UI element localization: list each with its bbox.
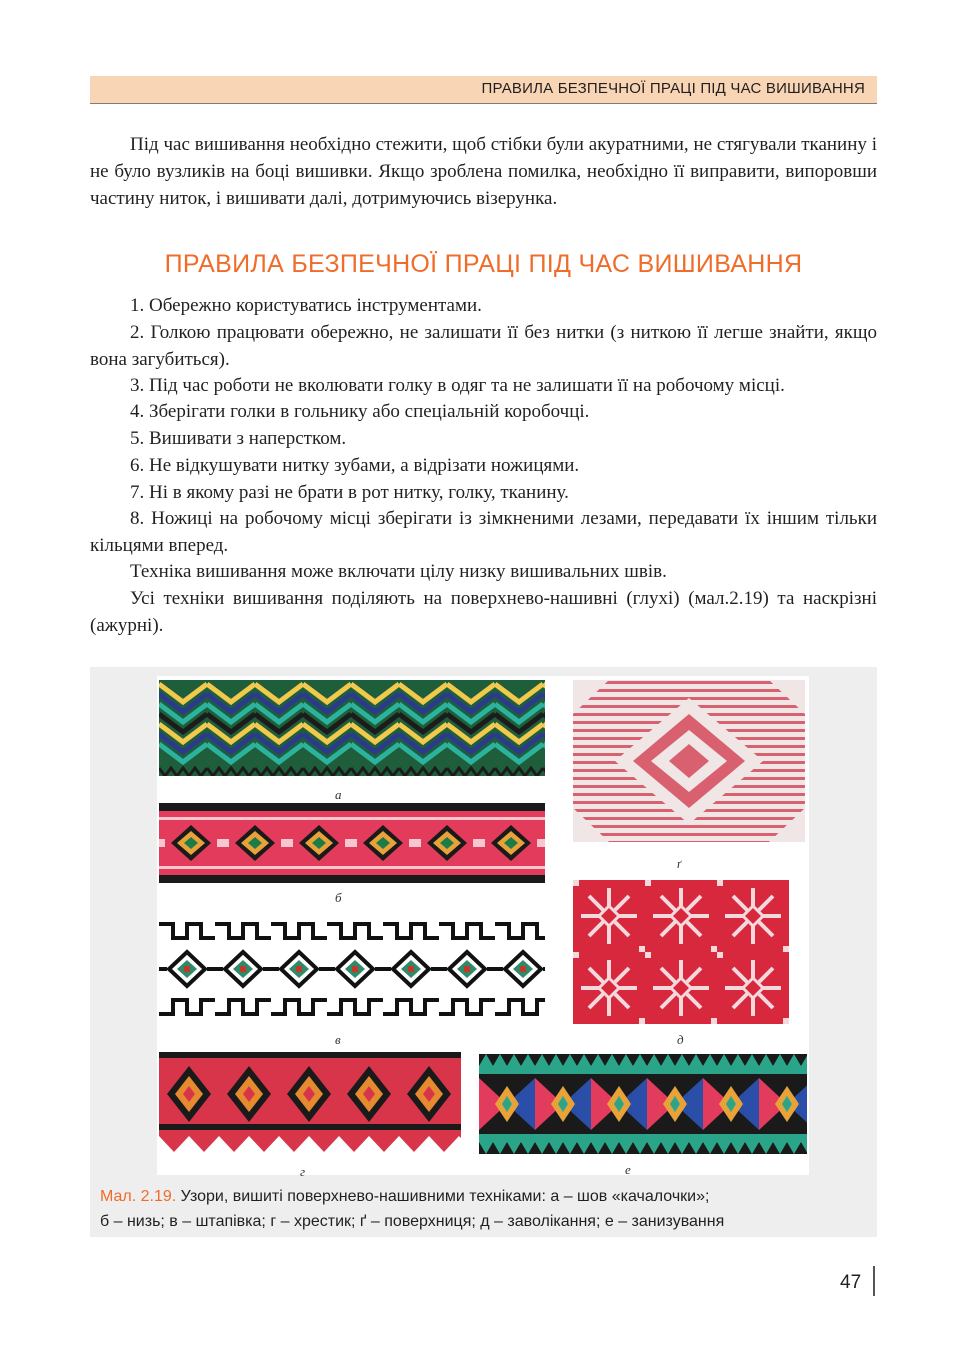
label-g: г [300, 1164, 306, 1179]
rule-8: 8. Ножиці на робочому місці зберігати із зімкненими лезами, передавати їх іншим тільки кільцями вперед. [90, 508, 877, 556]
label-e: е [625, 1162, 631, 1177]
caption-line-2: б – низь; в – штапівка; г – хрестик; ґ – поверхниця; д – заволікання; е – занизування [100, 1213, 725, 1230]
label-a: а [335, 787, 342, 802]
running-header [90, 76, 877, 104]
caption-line-1: Узори, вишиті поверхнево-нашивними техніками: а – шов «качалочки»; [180, 1188, 710, 1205]
pattern-zanyzuvannia [479, 1054, 807, 1154]
rule-3: 3. Під час роботи не вколювати голку в одяг та не залишати її на робочому місці. [130, 375, 785, 396]
pattern-khrestyk [159, 1048, 461, 1158]
rule-7: 7. Ні в якому разі не брати в рот нитку, голку, тканину. [130, 482, 569, 503]
label-g2: ґ [677, 856, 682, 871]
page-number: 47 [840, 1272, 862, 1293]
page-number-rule [873, 1266, 875, 1296]
pattern-kachalochky [159, 680, 545, 776]
rule-4: 4. Зберігати голки в гольнику або спеціальній коробочці. [130, 401, 590, 422]
pattern-nyz [159, 803, 545, 883]
rule-6: 6. Не відкушувати нитку зубами, а відрізати ножицями. [130, 455, 580, 476]
closing-paragraph-2: Усі техніки вишивання поділяють на поверхнево-нашивні (глухі) (мал.2.19) та наскрізні (ажурні). [90, 588, 877, 636]
intro-paragraph: Під час вишивання необхідно стежити, щоб стібки були акуратними, не стягували тканину і не було вузликів на боці вишивки. Якщо зроблена помилка, необхідно її виправити, випоровши частину ниток, і вишивати далі, дотримуючись візерунка. [90, 134, 877, 209]
pattern-zavolikannia [573, 880, 789, 1024]
closing-paragraph-1: Техніка вишивання може включати цілу низку вишивальних швів. [130, 561, 667, 582]
pattern-shtapivka [159, 914, 545, 1024]
label-v: в [335, 1032, 341, 1047]
label-d: д [677, 1032, 684, 1047]
embroidery-patterns-image [157, 676, 809, 1179]
running-header-title: ПРАВИЛА БЕЗПЕЧНОЇ ПРАЦІ ПІД ЧАС ВИШИВАННЯ [481, 80, 865, 97]
pattern-poverkhnytsia [573, 680, 805, 842]
rule-5: 5. Вишивати з наперстком. [130, 428, 347, 449]
caption-number: Мал. 2.19. [100, 1188, 177, 1205]
rule-1: 1. Обережно користуватись інструментами. [130, 295, 482, 316]
section-title: ПРАВИЛА БЕЗПЕЧНОЇ ПРАЦІ ПІД ЧАС ВИШИВАННЯ [164, 250, 803, 278]
figure-caption [100, 1184, 865, 1234]
figure-2-19 [90, 667, 877, 1237]
rule-2: 2. Голкою працювати обережно, не залишати її без нитки (з ниткою її легше знайти, якщо вона загубиться). [90, 322, 877, 370]
label-b: б [335, 890, 342, 905]
